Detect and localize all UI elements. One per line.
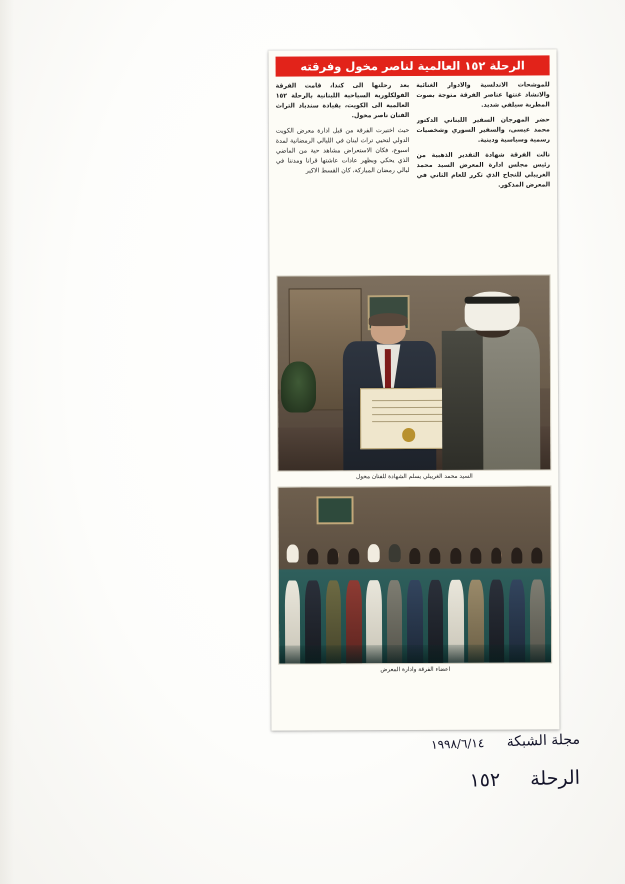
handwritten-number: ١٥٢ xyxy=(469,768,501,792)
paragraph: للموشحات الاندلسية والادوار الغنائية والانشاد غنتها عناصر الفرقة متوجة بصوت المطربة سيلفي شديد. xyxy=(416,81,550,109)
paragraph: بعد رحلتها الى كندا، قامت الفرقة الفولكلورية السياحية اللبنانية بالرحلة ١٥٢ العالمية الى الكويت، بقيادة سندباد التراث الفنان ناصر مخول. xyxy=(275,82,410,120)
handwritten-publication: مجلة الشبكة xyxy=(506,731,581,751)
handwritten-label: الرحلة xyxy=(529,766,581,791)
photo-group xyxy=(277,485,552,664)
photo-block-group xyxy=(277,485,552,673)
photo-caption-award: السيد محمد الغريبلي يسلم الشهادة للفنان مخول xyxy=(355,473,473,481)
paragraph: حضر المهرجان السفير اللبناني الدكتور محمد عيسى، والسفير السوري وشخصيات رسمية وسياسية ودينية. xyxy=(416,116,550,144)
photo-award xyxy=(276,274,551,471)
article-headline: الرحلة ١٥٢ العالمية لناصر مخول وفرقته xyxy=(276,55,550,76)
paragraph: حيث اختيرت الفرقة من قبل ادارة معرض الكويت الدولي لتحيي تراث لبنان في الليالي الرمضانية لمدة اسبوع، فكان الاستعراض مشاهد حية من الماضي الذي يحكي ويظهر عادات عاشتها قرانا ومدننا في ليالي رمضان المباركة، كان القسط الاكبر xyxy=(275,127,410,175)
newspaper-clipping xyxy=(269,49,560,730)
article-column-right xyxy=(276,81,410,270)
article-column-middle xyxy=(416,80,550,269)
page-edge-shadow xyxy=(0,0,14,884)
photo-caption-group: اعضاء الفرقة وادارة المعرض xyxy=(380,666,451,674)
handwritten-annotation xyxy=(330,731,581,792)
paragraph: نالت الفرقة شهادة التقدير الذهبية من رئيس مجلس ادارة المعرض السيد محمد الغريبلي للنجاح الذي تكرر للعام الثاني في المعرض المذكور. xyxy=(416,151,551,190)
person-presenter xyxy=(444,291,543,470)
handwritten-date: ١٩٩٨/٦/١٤ xyxy=(430,735,485,752)
article-columns xyxy=(276,80,551,269)
photo-block-award xyxy=(276,274,551,480)
